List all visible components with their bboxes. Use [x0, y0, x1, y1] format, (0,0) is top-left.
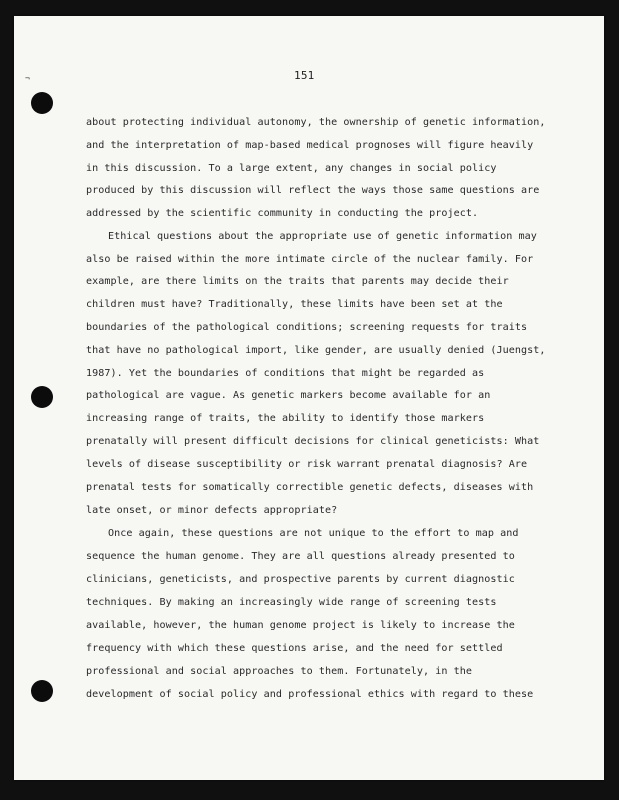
text-line-14: increasing range of traits, the ability to identify those markers: [86, 413, 485, 424]
text-line-8: example, are there limits on the traits that parents may decide their: [86, 276, 509, 287]
text-line-20: sequence the human genome. They are all questions already presented to: [86, 551, 515, 562]
text-line-18: late onset, or minor defects appropriate?: [86, 505, 338, 516]
text-line-15: prenatally will present difficult decisions for clinical geneticists: What: [86, 436, 540, 447]
text-line-7: also be raised within the more intimate circle of the nuclear family. For: [86, 254, 534, 265]
text-line-22: techniques. By making an increasingly wide range of screening tests: [86, 597, 497, 608]
text-line-3: in this discussion. To a large extent, any changes in social policy: [86, 163, 497, 174]
text-line-10: boundaries of the pathological conditions; screening requests for traits: [86, 322, 528, 333]
punch-hole-bottom: [31, 680, 53, 702]
text-line-25: professional and social approaches to them. Fortunately, in the: [86, 666, 472, 677]
text-line-16: levels of disease susceptibility or risk warrant prenatal diagnosis? Are: [86, 459, 528, 470]
text-line-24: frequency with which these questions arise, and the need for settled: [86, 643, 503, 654]
text-line-23: available, however, the human genome project is likely to increase the: [86, 620, 515, 631]
text-line-26: development of social policy and professional ethics with regard to these: [86, 689, 534, 700]
document-page: [14, 16, 604, 780]
text-line-5: addressed by the scientific community in conducting the project.: [86, 208, 479, 219]
text-line-19: Once again, these questions are not unique to the effort to map and: [108, 528, 519, 539]
text-line-17: prenatal tests for somatically correctible genetic defects, diseases with: [86, 482, 534, 493]
text-line-12: 1987). Yet the boundaries of conditions that might be regarded as: [86, 368, 485, 379]
margin-mark: ¬: [25, 74, 30, 83]
text-line-1: about protecting individual autonomy, the ownership of genetic information,: [86, 117, 546, 128]
text-line-4: produced by this discussion will reflect the ways those same questions are: [86, 185, 540, 196]
text-line-11: that have no pathological import, like gender, are usually denied (Juengst,: [86, 345, 546, 356]
text-line-6: Ethical questions about the appropriate use of genetic information may: [108, 231, 537, 242]
punch-hole-middle: [31, 386, 53, 408]
punch-hole-top: [31, 92, 53, 114]
text-line-21: clinicians, geneticists, and prospective parents by current diagnostic: [86, 574, 515, 585]
text-line-2: and the interpretation of map-based medical prognoses will figure heavily: [86, 140, 534, 151]
text-line-9: children must have? Traditionally, these limits have been set at the: [86, 299, 503, 310]
page-number: 151: [294, 69, 315, 82]
text-line-13: pathological are vague. As genetic markers become available for an: [86, 390, 491, 401]
